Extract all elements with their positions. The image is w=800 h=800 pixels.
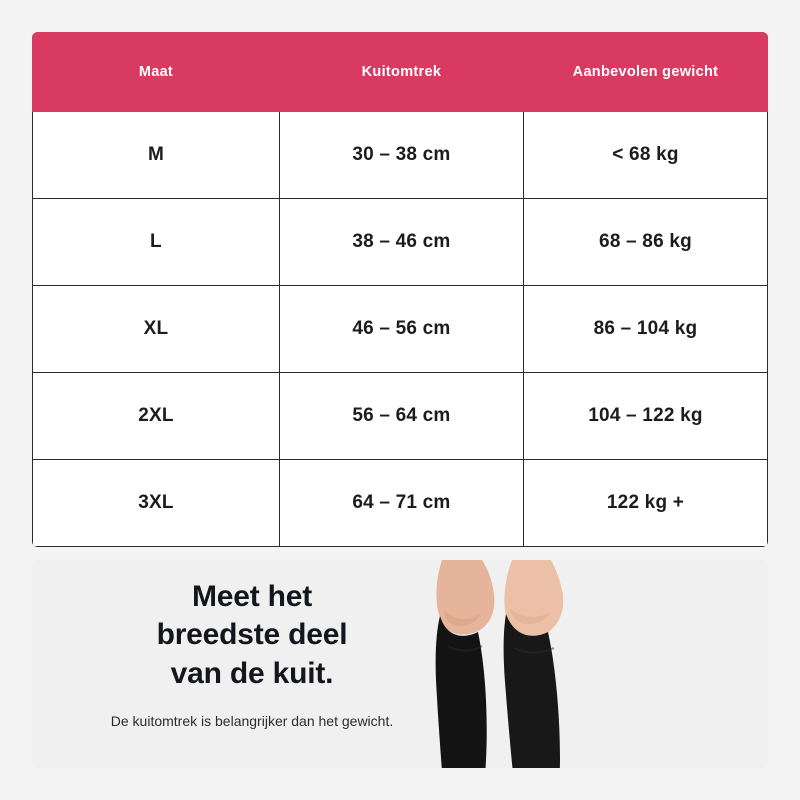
cell-size: XL	[33, 286, 280, 373]
table-header-row	[33, 33, 768, 112]
column-header-size: Maat	[33, 33, 280, 112]
measurement-tip-panel	[32, 560, 768, 768]
cell-weight: 68 – 86 kg	[523, 199, 767, 286]
cell-size: 2XL	[33, 373, 280, 460]
cell-calf: 46 – 56 cm	[279, 286, 523, 373]
column-header-weight: Aanbevolen gewicht	[523, 33, 767, 112]
size-table-head	[33, 33, 768, 112]
cell-weight: 86 – 104 kg	[523, 286, 767, 373]
column-header-calf: Kuitomtrek	[279, 33, 523, 112]
heading-line-3: van de kuit.	[170, 656, 334, 690]
cell-weight: 122 kg +	[523, 460, 767, 547]
cell-size: M	[33, 112, 280, 199]
table-row	[33, 286, 768, 373]
heading-line-1: Meet het	[191, 580, 313, 613]
measurement-tip-heading	[87, 578, 417, 693]
cell-weight: < 68 kg	[523, 112, 767, 199]
table-row	[33, 460, 768, 547]
size-table	[32, 32, 768, 547]
heading-line-2: breedste deel	[156, 618, 348, 652]
cell-size: 3XL	[33, 460, 280, 547]
size-table-container	[32, 32, 768, 547]
legs-with-compression-socks-image	[400, 560, 650, 768]
cell-weight: 104 – 122 kg	[523, 373, 767, 460]
size-table-body	[33, 112, 768, 547]
cell-size: L	[33, 199, 280, 286]
cell-calf: 30 – 38 cm	[279, 112, 523, 199]
cell-calf: 64 – 71 cm	[279, 460, 523, 547]
table-row	[33, 112, 768, 199]
measurement-tip-subtext: De kuitomtrek is belangrijker dan het gewicht.	[110, 713, 394, 730]
table-row	[33, 199, 768, 286]
cell-calf: 38 – 46 cm	[279, 199, 523, 286]
cell-calf: 56 – 64 cm	[279, 373, 523, 460]
table-row	[33, 373, 768, 460]
